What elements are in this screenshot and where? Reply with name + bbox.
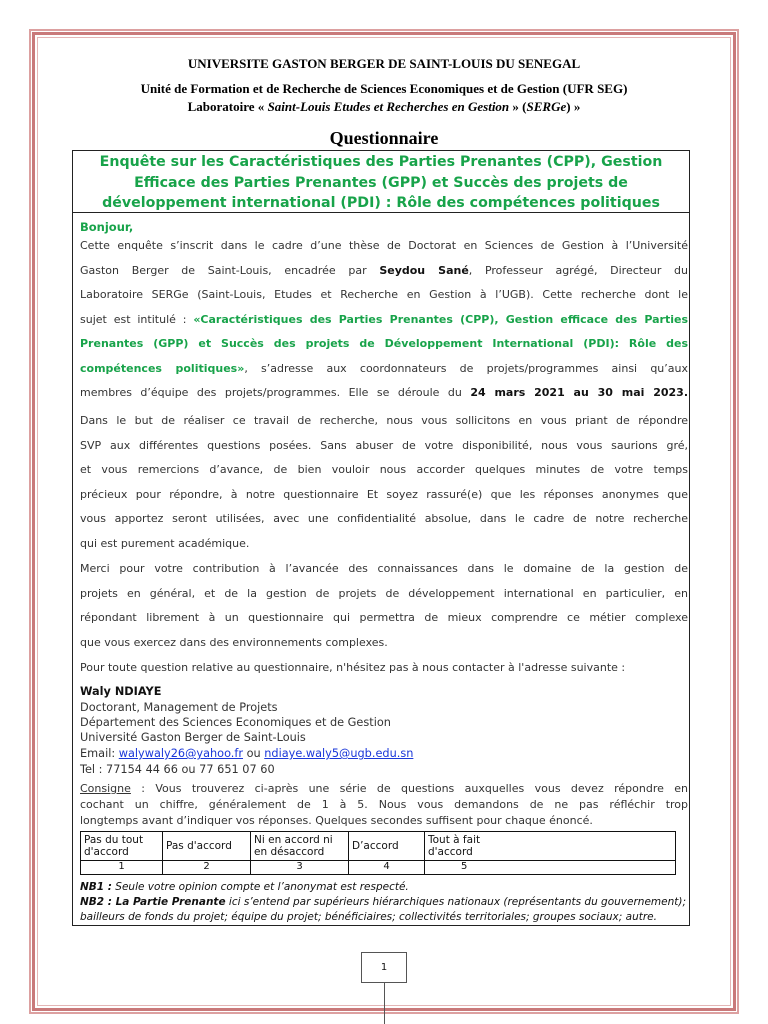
survey-dates: 24 mars 2021 au 30 mai 2023. — [470, 386, 688, 399]
text-line: vous apportez seront utilisées, avec une confidentialité absolue, dans le cadre de notre recherche — [80, 512, 688, 525]
supervisor-name: Seydou Sané — [379, 263, 469, 277]
text-line: et vous remercions d’avance, de bien vouloir nous accorder quelques minutes de votre temps — [80, 463, 688, 476]
text-line: membres d’équipe des projets/programmes. Elle se déroule du 24 mars 2021 au 30 mai 2023. — [80, 386, 688, 399]
instructions-label: Consigne — [80, 782, 131, 795]
scale-label: Pas du tout d'accord — [81, 832, 163, 861]
page-title: Questionnaire — [329, 128, 439, 148]
note-1: NB1 : Seule votre opinion compte et l’anonymat est respecté. — [80, 881, 409, 893]
text-line: Gaston Berger de Saint-Louis, encadrée par Seydou Sané, Professeur agrégé, Directeur du — [80, 263, 688, 277]
university-name: UNIVERSITE GASTON BERGER DE SAINT-LOUIS DU SENEGAL — [187, 56, 581, 71]
scale-label: Tout à fait d'accord — [425, 832, 676, 861]
survey-title-box — [72, 150, 690, 213]
text-line: projets en général, et de la gestion de projets de développement international en particulier, en — [80, 586, 688, 600]
author-role: Doctorant, Management de Projets — [80, 701, 278, 714]
scale-value: 4 — [349, 861, 425, 875]
text-line: Consigne : Vous trouverez ci-après une série de questions auxquelles vous devez répondre en — [80, 782, 688, 795]
scale-label: D’accord — [349, 832, 425, 861]
scale-value: 1 — [81, 861, 163, 875]
survey-title-line: Efficace des Parties Prenantes (GPP) et Succès des projets de — [134, 174, 628, 191]
text-line: SVP aux différentes questions posées. Sans abuser de votre disponibilité, nous vous saurions gré, — [80, 438, 688, 452]
author-phone: Tel : 77154 44 66 ou 77 651 07 60 — [80, 763, 275, 776]
text-line: Laboratoire SERGe (Saint-Louis, Etudes et Recherche en Gestion à l’UGB). Cette recherche dont le — [80, 288, 688, 301]
scale-label: Ni en accord ni en désaccord — [251, 832, 349, 861]
rating-scale-table — [80, 831, 676, 875]
text-line: Prenantes (GPP) et Succès des projets de Développement International (PDI): Rôle des — [80, 337, 688, 350]
text-line: Cette enquête s’inscrit dans le cadre d’une thèse de Doctorat en Sciences de Gestion à l’Université — [80, 239, 688, 252]
text-line: cochant un chiffre, généralement de 1 à 5. Nous vous demandons de ne pas réfléchir trop — [80, 798, 688, 811]
scale-label: Pas d'accord — [163, 832, 251, 861]
survey-title-line: développement international (PDI) : Rôle des compétences politiques — [102, 195, 660, 211]
page-number: 1 — [361, 952, 407, 983]
note-2-continued: bailleurs de fonds du projet; équipe du projet; bénéficiaires; collectivités territoriales; groupes sociaux; autre. — [80, 911, 657, 923]
greeting: Bonjour, — [80, 220, 134, 234]
intro-paragraph — [80, 234, 688, 406]
text-line: Pour toute question relative au questionnaire, n'hésitez pas à nous contacter à l'adresse suivante : — [80, 661, 626, 674]
laboratory-name: Laboratoire « Saint-Louis Etudes et Recherches en Gestion » (SERGe) » — [187, 99, 581, 114]
author-name: Waly NDIAYE — [80, 685, 162, 698]
author-university: Université Gaston Berger de Saint-Louis — [80, 731, 306, 744]
ufr-name: Unité de Formation et de Recherche de Sciences Economiques et de Gestion (UFR SEG) — [140, 81, 628, 96]
scale-value: 2 — [163, 861, 251, 875]
scale-value: 3 — [251, 861, 349, 875]
text-line: sujet est intitulé : «Caractéristiques des Parties Prenantes (CPP), Gestion efficace des Parties — [80, 312, 688, 326]
instructions — [80, 781, 688, 829]
text-line: précieux pour répondre, à notre questionnaire Et soyez rassuré(e) que les réponses anonymes que — [80, 487, 688, 501]
page-number-line — [384, 983, 385, 1024]
email-link-ugb[interactable]: ndiaye.waly5@ugb.edu.sn — [264, 747, 414, 760]
text-line: Dans le but de réaliser ce travail de recherche, nous vous sollicitons en vous priant de répondre — [80, 414, 688, 427]
text-line: Merci pour votre contribution à l’avancée des connaissances dans le domaine de la gestion de — [80, 562, 688, 575]
survey-title-line: Enquête sur les Caractéristiques des Parties Prenantes (CPP), Gestion — [99, 154, 663, 170]
request-paragraph — [80, 409, 688, 556]
text-line: longtemps avant d’indiquer vos réponses. Quelques secondes suffisent pour chaque énoncé. — [80, 814, 593, 827]
email-link-yahoo[interactable]: walywaly26@yahoo.fr — [118, 747, 243, 760]
text-line: répondant librement à un questionnaire qui permettra de mieux comprendre ce métier complexe — [80, 611, 688, 624]
text-line: qui est purement académique. — [80, 536, 250, 550]
author-department: Département des Sciences Economiques et de Gestion — [80, 716, 391, 729]
scale-value: 5 — [425, 861, 676, 875]
text-line: que vous exercez dans des environnements complexes. — [80, 635, 388, 649]
contact-paragraph — [80, 656, 688, 681]
thanks-paragraph — [80, 557, 688, 655]
author-email: Email: walywaly26@yahoo.fr ou ndiaye.waly5@ugb.edu.sn — [80, 747, 414, 760]
note-2: NB2 : La Partie Prenante ici s’entend par supérieurs hiérarchiques nationaux (représentants du gouvernement); — [80, 896, 687, 908]
text-line: compétences politiques», s’adresse aux coordonnateurs de projets/programmes ainsi qu’aux — [80, 361, 688, 375]
